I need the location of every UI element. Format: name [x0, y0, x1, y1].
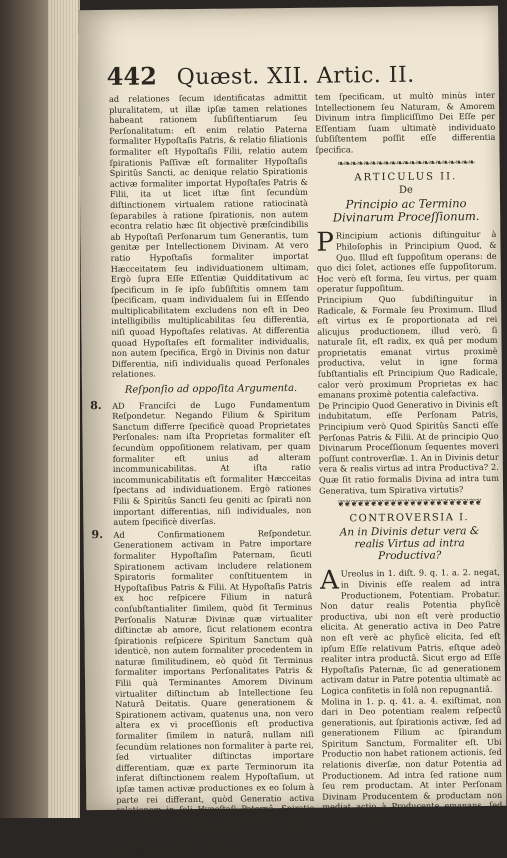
article-subtitle: Principio ac Termino Divinarum Proceſſionum. [332, 196, 480, 225]
left-column [90, 91, 315, 858]
paragraph-8-text: AD Franciſci de Lugo Fundamentum Reſpondetur. Negando Filium & Spiritum Sanctum differre ſpecificè quoad Proprietates Perſonales: nam iſta Proprietas formaliter eſt ſecundùm oppoſitionem relativam, per quam formaliter eſt unius ad alteram incommunicabilitas. At iſta ratio incommunicabilitatis eſt formaliter Hæcceitas ſpectans ad individuationem. Ergò rationes Filii & Spiritûs Sancti ſeu geniti ac ſpirati non important differentias, niſi individuales, non autem ſpecificè diverſas. [112, 398, 312, 528]
principium-text: Rincipium actionis diſtinguitur à Philoſophis in Principium Quod, & Quo. Illud eſt ſuppoſitum operans: de quo dici ſolet, actiones eſſe ſuppoſitorum. Hoc verò eſt forma, ſeu virtus, per quam operatur ſuppoſitum. [316, 229, 497, 295]
article-de: De [398, 184, 413, 196]
molina-paragraph: Molina in 1. p. q. 41. a. 4. exiſtimat, non dari in Deo potentiam realem reſpectû generationis, aut ſpirationis activæ, ſed ad generationem Filium ac ſpirandum Spiritum Sanctum, Formaliter eſt. Ubi Productio non habet rationem actionis, ſed relationis diverſæ, non datur Potentia ad Productionem. Ad intra ſed ratione num ſeu rem productam. At inter Perſonam Divinam Producentem & productam non mediat actio à Producente emanans, ſed relatio tio datur. [321, 694, 503, 823]
dropcap-p: P [316, 227, 335, 259]
right-column [315, 90, 503, 823]
right-paragraph-3: Principium Quo ſubdiſtinguitur in Radicale, & Formale ſeu Proximum. Illud eſt virtus ex ſe proportionata ad rei alicujus productionem, illud verò, ſi naturale ſit, eſt radix, ex quâ per modum proprietatis emanat virtus proximè productiva, velut in igne forma ſubſtantialis eſt Principium Quo Radicale, calor verò proximum Proprietas ex hac emanans proximè potentia calefactiva. [317, 292, 498, 400]
controversia-title: CONTROVERSIA I. [349, 511, 470, 525]
paragraph-9 [91, 527, 315, 858]
aureolus-text: Ureolus in 1. diſt. 9. q. 1. a. 2. negat, in Divinis eſſe realem ad intra Productionem, Potentiam. Probatur. Non datur realis Potentia phyſicè productiva, ubi non eſt verè productio elicita. At generatio activa in Deo Patre non eſt verè ac phyſicè elicita, ſed eſt ipſum Eſſe relativum Patris, eſtque adeò realiter intra productâ. Sicut ergo ad Eſſe Hypoſtaſis Paternæ, ſic ad generationem activam datur in Patre potentia ultimatè ac Logica confitetis in ſolâ non repugnantiâ. [320, 567, 502, 696]
controversia-subtitle: An in Divinis detur vera & realis Virtus ad intra Productiva? [339, 525, 480, 563]
page-header [107, 58, 479, 92]
ornament-divider-1: ❧❧❧❧❧❧❧❧❧❧❧❧❧❧❧❧❧❧❧❧❧ [336, 157, 475, 170]
ornament-divider-2: ❦❦❦❦❦❦❦❦❦❦❦❦❦❦❦❦❦❦❦❦❦❦ [337, 498, 482, 510]
running-head: Quæst. XII. Artic. II. [176, 62, 415, 91]
book-page-stack [48, 0, 80, 818]
responsio-heading: Reſponſio ad oppoſita Argumenta. [124, 382, 298, 396]
page-number: 442 [106, 61, 157, 91]
dropcap-a: A [319, 565, 339, 597]
paragraph-8 [90, 398, 312, 528]
article-title: ARTICULUS II. [354, 171, 458, 184]
left-paragraph-1: ad relationes ſecum identificatas admittit pluralitatem, ut illæ ipſæ tamen relationes habeant rationem ſubſiſtentiarum ſeu Perſonalitatum: eſt enim relatio Paterna formaliter Hypoſtaſis Patris, & relatio filiationis formaliter eſt Hypoſtaſis Filii, relatio autem ſpirationis Paſſivæ eſt formaliter Hypoſtaſis Spiritûs Sancti, ac denique relatio Spirationis activæ formaliter importat Hypoſtaſes Patris & Filii, ita ut licet iſtæ ſint ſecundùm diſtinctionem virtualem ratione ratiocinatà ſeparabiles à ratione ſpirationis, non autem econtra relatio hæc ſit objectivè præſcindibilis ab Hypoſtaſi Perſonarum tum Generantis, tum genitæ per Intellectionem Divinam. At vero ratio Hypoſtaſis formaliter importat Hæcceitatem ſeu individuationem ultimam, Ergò ſupra Eſſe Eſſentiæ Quidditativum ac ſpecificum in ſe ipſo ſubſiſtitis omnem tam ſpecificam, quam individualem ſui in Eſſendo multiplicabilitatem excludens non eſt in Deo intelligibilis multiplicabilitas ſeu differentia, niſi quoad Hypoſtaſes relativas. At differentia quoad Hypoſtaſes eſt formaliter individualis, non autem ſpecifica, Ergò in Divinis non datur Differentia, niſi individualis quoad Perſonales relationes. [108, 91, 310, 380]
paragraph-8-marker: 8. [90, 398, 102, 412]
right-paragraph-1: tem ſpecificam, ut multò minùs inter Intellectionem ſeu Naturam, & Amorem Divinum intra ſimpliciſſimo Dei Eſſe per Eſſentiam ſuam ultimatè individuato ſubſiſtentem poſſit eſſe differentia ſpecifica. [314, 89, 496, 155]
right-paragraph-4: De Principio Quod Generativo in Divinis eſt indubitatum, eſſe Perſonam Patris, Principium verò Quod Spiritûs Sancti eſſe Perſonas Patris & Filii. At de principio Quo Divinarum Proceſſionum ſequentes moveri poſſunt controverſiæ. 1. An in Divinis detur vera & realis virtus ad intra Productiva? 2. Quæ ſit ratio formalis Divina ad intra tum Generativa, tum Spirativa virtutis? [318, 398, 499, 496]
aureolus-paragraph [320, 567, 501, 696]
paragraph-9-marker: 9. [91, 527, 104, 541]
paragraph-9-text: Ad Confirmationem Reſpondetur. Generationem activam in Patre importare formaliter Hypoſtaſim Paternam, ſicuti Spirationem activam includere relationem Spiratoris formaliter conſtituentem in Hypoſtaſibus Patris & Filii. At Hypoſtaſis Patris ex hoc reſpicere Filium in naturâ conſubſtantialiter ſimilem, quòd ſit Terminus Perſonalis Naturæ Divinæ quæ virtualiter diſtinctæ ab amore, ſicut relationem econtra ſpirationis reſpicere Spiritum Sanctum quà identicè, non autem formaliter procedentem in naturæ ſimilitudinem, eò quòd ſit Terminus formaliter importans Perſonalitates Patris & Filii quà Terminantes Amorem Divinum virtualiter diſtinctum ab Intellectione ſeu Naturâ Deitatis. Quare generationem & Spirationem activam, quatenus una, non vero altera ex vi proceſſionis eſt productiva formaliter ſimilem in naturâ, nullam niſi ſecundùm relationes non formaliter à parte rei, ſed virtualiter diſtinctas importare differentiam, quæ ex parte Terminorum ita inferat diſtinctionem realem Hypoſtaſium, ut ipſæ tamen activæ productiones ex eo ſolum à parte rei differant, quòd Generatio activa relationem in ſoli Hypoſtaſi Paternâ, Spiratio verò activa relationem in duabus Patris & Filii Perſonalitatibus ſubſiſtentem importet. Quam equidem ex parte Hypoſtaſium diſtinctionem ita eſſe numericam, non autem [113, 527, 315, 858]
principium-paragraph [316, 229, 497, 294]
book-page [78, 6, 506, 858]
